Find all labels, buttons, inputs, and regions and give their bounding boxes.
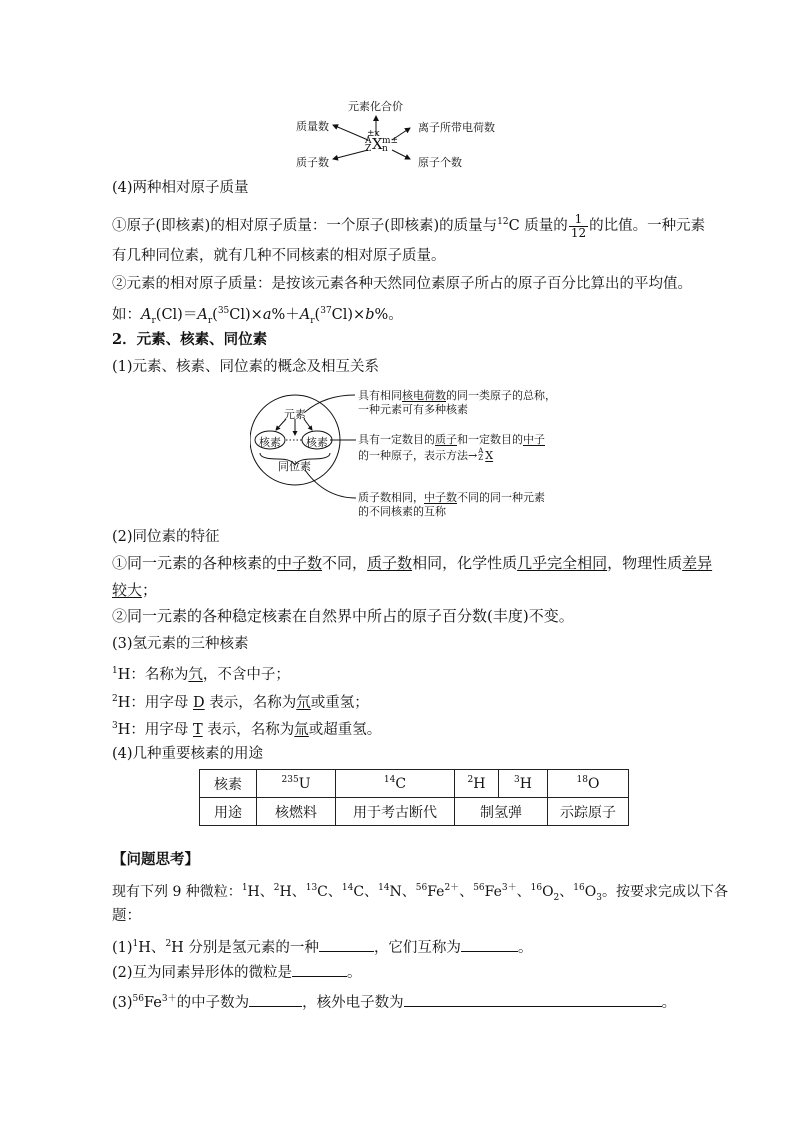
paragraph-nuclide-mass-cont: 有几种同位素，就有几种不同核素的相对原子质量。 [112,248,446,264]
species-separator: 。 [601,884,616,900]
table-cell: $^2$H [455,770,499,798]
answer-blank[interactable] [461,937,518,952]
question-3: $(3)^{56}Fe^{3+}$的中子数为 ，核外电子数为 。 [112,994,677,1011]
answer-blank[interactable] [249,992,302,1007]
paragraph-nuclide-mass: ①原子(即核素)的相对原子质量：一个原子(即核素)的质量与$^{12}$C 质量的 $\frac{1}{12}$ 的比值。一种元素 [112,211,706,240]
species-mass-number: 14 [378,883,390,893]
subsection-heading: (4)几种重要核素的用途 [112,746,264,762]
paragraph-isotope-feature1: ①同一元素的各种核素的中子数不同，质子数相同，化学性质几乎完全相同，物理性质差异 [112,554,713,572]
species-symbol: H [279,884,292,900]
hydrogen-protium: $^1$H：名称为氕，不含中子； [112,666,290,683]
species-separator: 、 [364,884,379,900]
paragraph-element-mass: ②元素的相对原子质量：是按该元素各种天然同位素原子所占的原子百分比算出的平均值。 [112,276,692,292]
table-cell: $^3$H [499,770,548,798]
nuclide-uses-table [199,769,629,826]
concept-note-nuclide: 具有一定数目的质子和一定数目的中子 的一种原子，表示方法→ A Z X [358,433,545,462]
subsection-heading: (2)同位素的特征 [112,529,220,545]
species-subscript: 2 [553,892,560,903]
table-row [200,770,629,798]
concept-note-element: 具有相同核电荷数的同一类原子的总称， 一种元素可有多种核素 [358,389,556,416]
table-cell: 制氢弹 [455,798,548,826]
question-2: (2)互为同素异形体的微粒是 。 [112,962,362,983]
species-separator: 、 [291,884,306,900]
species-symbol: Fe [427,884,445,900]
section-heading: (4)两种相对原子质量 [112,180,249,196]
species-separator: 、 [516,884,531,900]
species-separator: 、 [259,884,274,900]
species-mass-number: 16 [573,883,585,893]
hydrogen-tritium: $^3$H：用字母 T 表示，名称为氚或超重氢。 [112,721,382,738]
table-cell: 用途 [200,798,257,826]
species-symbol: O [584,884,597,900]
answer-blank[interactable] [404,992,662,1007]
notation-top-label: 元素化合价 [348,100,403,113]
species-symbol: Fe [484,884,502,900]
species-symbol: H [247,884,260,900]
notation-symbol: ±x A Z X m± n [365,129,399,154]
table-cell: 核素 [200,770,257,798]
hydrogen-deuterium: $^2$H：用字母 D 表示，名称为氘或重氢； [112,694,369,711]
table-cell: 用于考古断代 [336,798,455,826]
table-cell: 示踪原子 [548,798,629,826]
paragraph-isotope-feature2: ②同一元素的各种稳定核素在自然界中所占的原子百分数(丰度)不变。 [112,607,574,625]
concept-element-label: 元素 [284,408,306,421]
notation-left-bottom-label: 质子数 [296,156,329,169]
species-mass-number: 1 [241,883,248,893]
fraction: $\frac{1}{12}$ [570,211,587,240]
species-mass-number: 16 [530,883,543,893]
species-separator: 、 [459,884,474,900]
species-separator: 、 [401,884,416,900]
concept-nuclide-left-label: 核素 [259,436,281,449]
species-charge: 2＋ [444,883,460,893]
species-symbol: C [317,884,328,900]
subsection-heading: (3)氢元素的三种核素 [112,636,249,652]
concept-note-isotope: 质子数相同，中子数不同的同一种元素 的不同核素的互称 [358,491,545,518]
answer-blank[interactable] [319,937,374,952]
table-row [200,798,629,826]
formula-line: 如：$A_r(Cl)=A_r(^{35}Cl)\times a\%+A_r(^{37}Cl)\times b\%$。 [112,306,403,326]
species-mass-number: 2 [273,883,280,893]
table-cell: $^{235}$U [257,770,336,798]
species-subscript: 3 [596,892,602,903]
question-intro-cont: 题： [112,908,141,924]
question-intro: 现有下列 9 种微粒：$^1$H、$^2$H、$^{13}$C、$^{14}$C、$^{14}$N、$^{56}Fe^{2+}$、$^{56}Fe^{3+}$、$^{16}O_2$、$^{16}O_3$。按要求完成以下各 [112,883,728,903]
concept-isotope-label: 同位素 [278,460,311,473]
species-separator: 、 [559,884,574,900]
question-1: $(1)^1H$、$^2$H 分别是氢元素的一种 ，它们互称为 。 [112,939,533,956]
table-cell: $^{14}$C [336,770,455,798]
species-symbol: N [389,884,402,900]
table-cell: 核燃料 [257,798,336,826]
table-cell: $^{18}$O [548,770,629,798]
notation-right-top-label: 离子所带电荷数 [418,121,495,134]
species-symbol: O [542,884,554,900]
notation-left-top-label: 质量数 [296,120,329,133]
species-separator: 、 [327,884,342,900]
species-charge: 3＋ [501,883,517,893]
section-title: 2．元素、核素、同位素 [112,331,268,348]
paragraph-isotope-feature1-cont: 较大； [112,581,158,599]
species-mass-number: 13 [305,883,318,893]
species-symbol: C [353,884,365,900]
species-mass-number: 56 [473,883,485,893]
concept-connector-lines [300,390,360,510]
concept-nuclide-right-label: 核素 [306,436,328,449]
species-mass-number: 56 [415,883,428,893]
question-heading: 【问题思考】 [112,851,199,868]
answer-blank[interactable] [292,962,347,977]
species-mass-number: 14 [341,883,354,893]
notation-right-bottom-label: 原子个数 [418,156,462,169]
subsection-heading: (1)元素、核素、同位素的概念及相互关系 [112,359,380,375]
